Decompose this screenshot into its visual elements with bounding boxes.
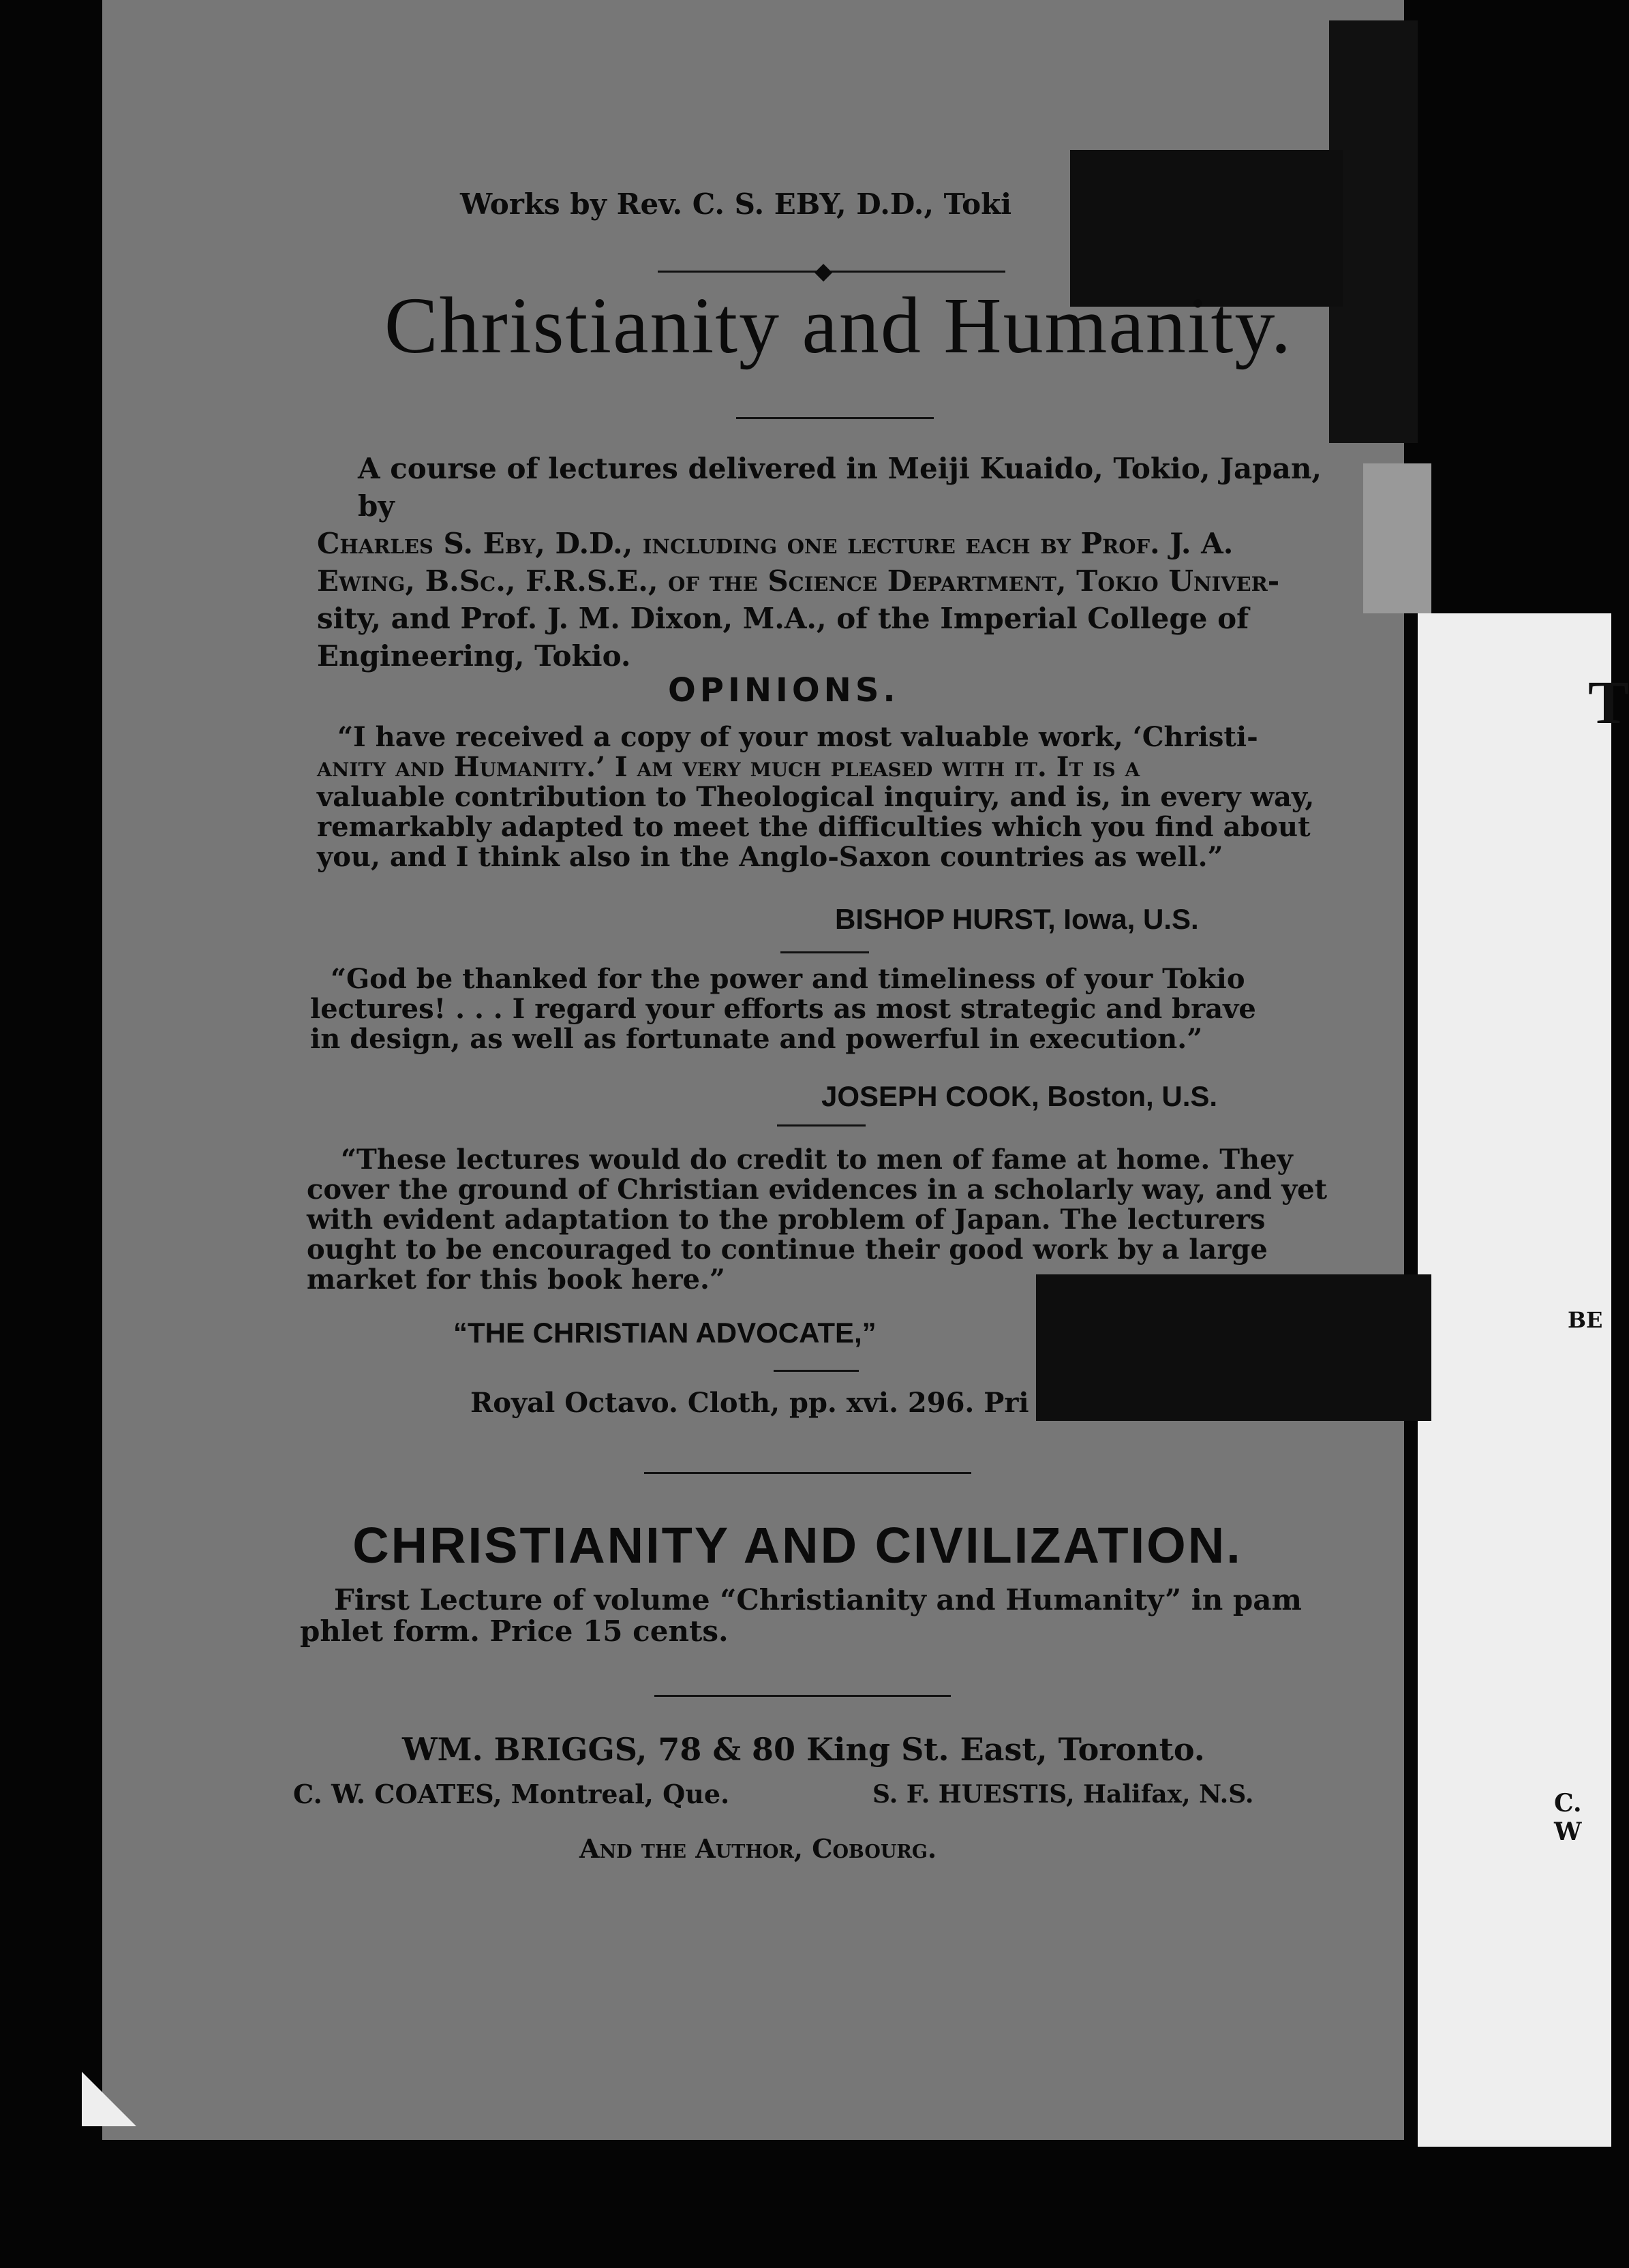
publisher-right: S. F. HUESTIS, Halifax, N.S. — [872, 1780, 1254, 1809]
facing-fragment-mid: BE — [1568, 1307, 1603, 1333]
opinion-quote — [307, 1145, 1329, 1295]
facing-title-page — [1418, 613, 1611, 2147]
quote-line: you, and I think also in the Anglo-Saxon countries as well.” — [317, 841, 1223, 873]
book-title-christianity-civilization: CHRISTIANITY AND CIVILIZATION. — [352, 1517, 1243, 1574]
opinion-author: JOSEPH COOK, Boston, U.S. — [821, 1080, 1218, 1112]
quote-line: “God be thanked for the power and timeliness of your Tokio — [331, 963, 1245, 995]
opinion-author: “THE CHRISTIAN ADVOCATE,” — [453, 1317, 877, 1349]
book-description — [317, 450, 1339, 675]
quote-line: market for this book here.” — [307, 1263, 725, 1296]
opinion-rule — [774, 1370, 859, 1372]
facing-fragment-top: T — [1588, 669, 1629, 737]
publisher-main: WM. BRIGGS, 78 & 80 King St. East, Toronto. — [402, 1731, 1205, 1768]
quote-line: in design, as well as fortunate and powerful in execution.” — [310, 1023, 1203, 1055]
description-line: First Lecture of volume “Christianity and Humanity” in pam — [334, 1583, 1302, 1616]
opinion-rule — [780, 951, 869, 953]
works-by-line: Works by Rev. C. S. EBY, D.D., Toki — [460, 187, 1012, 221]
ornament-rule — [644, 1472, 971, 1474]
paper-stain — [1363, 463, 1431, 613]
quote-line: valuable contribution to Theological inquiry, and is, in every way, — [317, 781, 1315, 813]
description-line: phlet form. Price 15 cents. — [300, 1614, 729, 1648]
book2-description — [300, 1584, 1322, 1647]
opinion-quote — [310, 964, 1333, 1054]
format-price-line: Royal Octavo. Cloth, pp. xvi. 296. Pri — [470, 1387, 1029, 1419]
description-line: Ewing, B.Sc., F.R.S.E., of the Science Department, Tokio Univer- — [317, 564, 1280, 598]
description-line: Charles S. Eby, D.D., including one lecture each by Prof. J. A. — [317, 527, 1234, 560]
quote-line: ought to be encouraged to continue their good work by a large — [307, 1233, 1268, 1266]
book-title-christianity-humanity: Christianity and Humanity. — [384, 281, 1293, 370]
black-tape-bottom — [1036, 1274, 1431, 1421]
quote-line: with evident adaptation to the problem of Japan. The lecturers — [307, 1204, 1266, 1236]
title-rule — [736, 417, 934, 419]
quote-line: lectures! . . . I regard your efforts as most strategic and brave — [310, 993, 1256, 1025]
quote-line: anity and Humanity.’ I am very much pleased with it. It is a — [317, 751, 1140, 783]
facing-fragment-bottom: C. W — [1554, 1789, 1582, 1846]
opinion-author: BISHOP HURST, Iowa, U.S. — [835, 903, 1199, 935]
section-rule — [654, 1695, 951, 1697]
quote-line: “These lectures would do credit to men of fame at home. They — [341, 1144, 1293, 1176]
description-line: A course of lectures delivered in Meiji Kuaido, Tokio, Japan, by — [358, 452, 1322, 523]
description-line: Engineering, Tokio. — [317, 639, 631, 673]
opinion-quote — [317, 722, 1339, 872]
torn-corner — [82, 2072, 136, 2126]
description-line: sity, and Prof. J. M. Dixon, M.A., of the Imperial College of — [317, 602, 1249, 635]
quote-line: remarkably adapted to meet the difficulties which you find about — [317, 811, 1311, 843]
ornament-diamond: ◆ — [814, 258, 833, 285]
opinions-heading: OPINIONS. — [668, 671, 900, 709]
publisher-author: And the Author, Cobourg. — [579, 1833, 937, 1864]
publisher-left: C. W. COATES, Montreal, Que. — [293, 1779, 730, 1809]
quote-line: cover the ground of Christian evidences in a scholarly way, and yet — [307, 1174, 1328, 1206]
quote-line: “I have received a copy of your most valuable work, ‘Christi- — [337, 721, 1258, 753]
opinion-rule — [777, 1124, 866, 1127]
